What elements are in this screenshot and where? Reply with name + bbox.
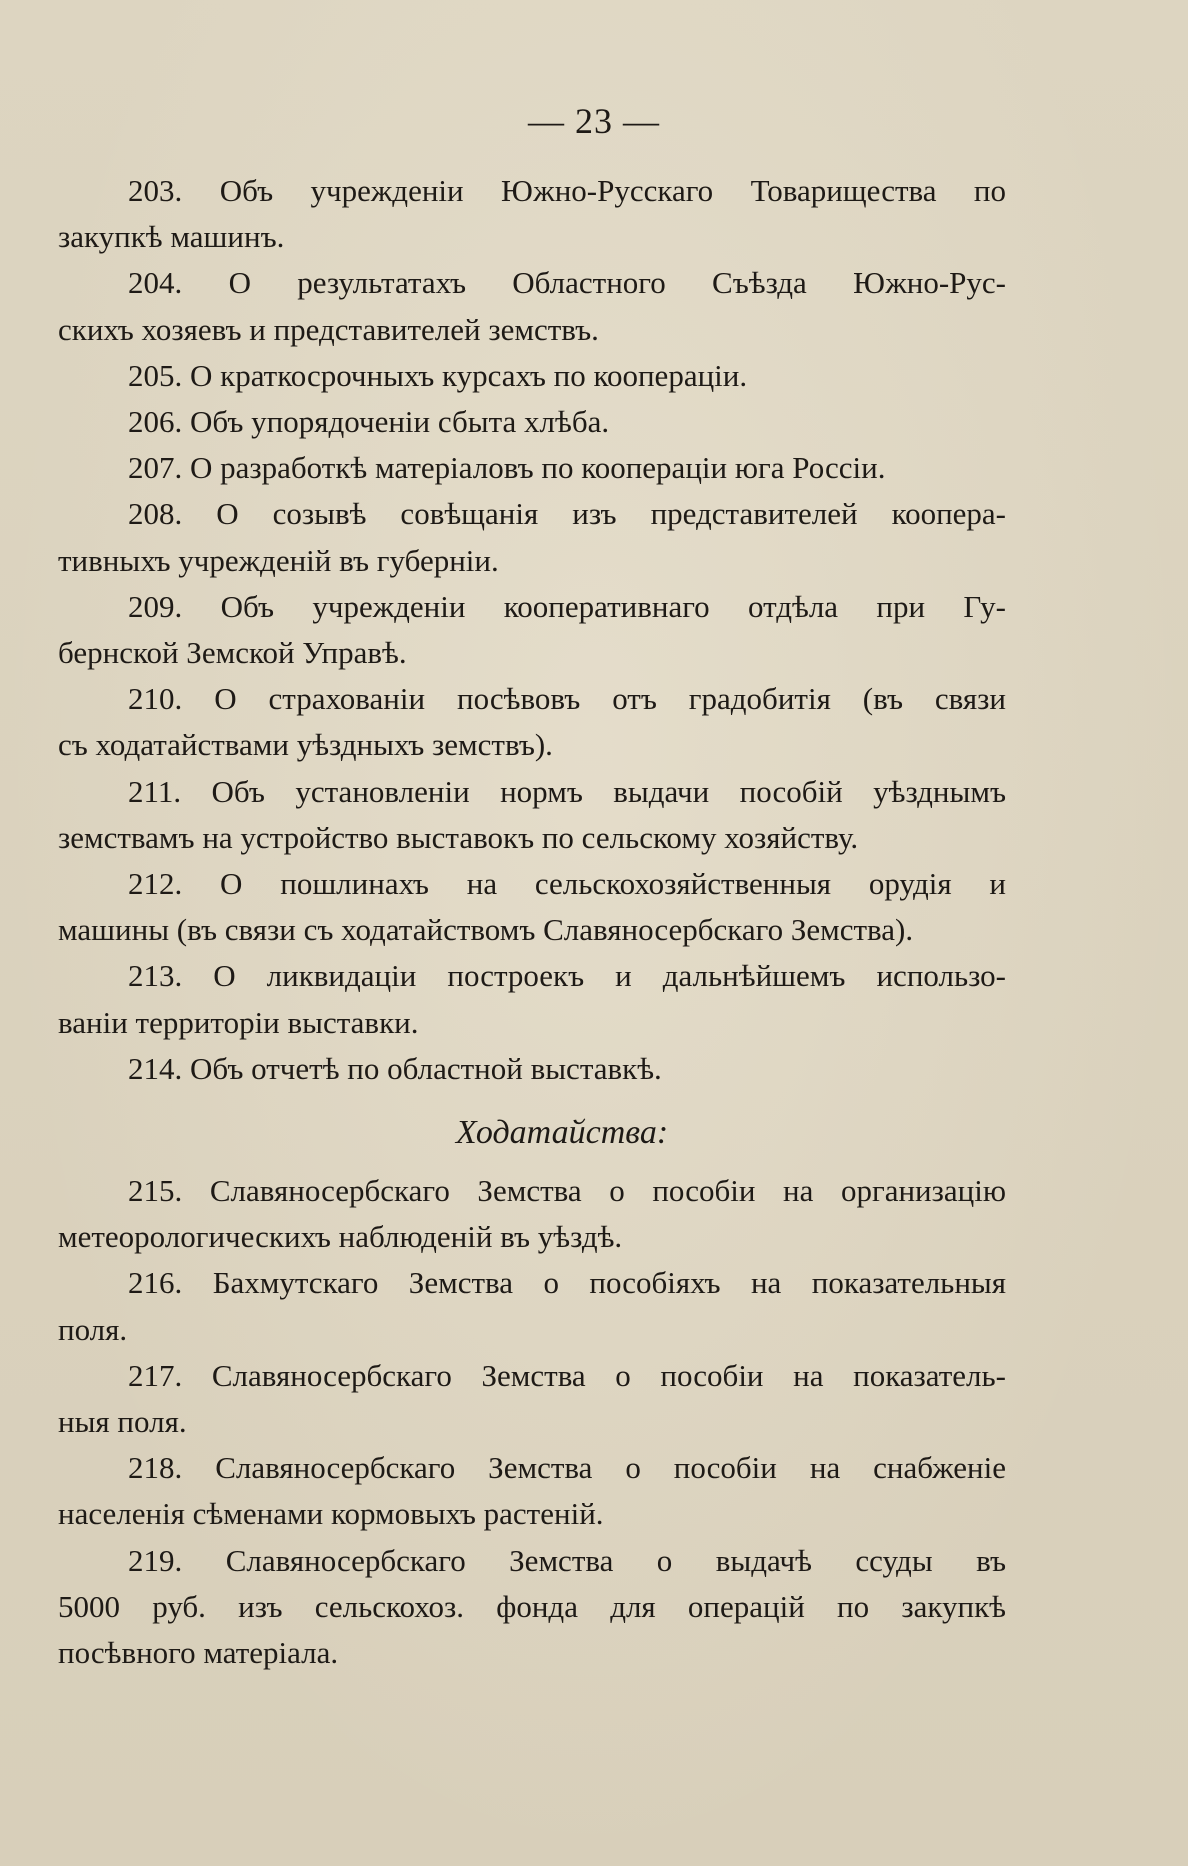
petition-items	[58, 1168, 1006, 1676]
list-item-first-line	[58, 353, 1006, 399]
list-item-first-line	[58, 861, 1006, 907]
list-item-text: Объ упорядоченіи сбыта хлѣба.	[190, 404, 610, 440]
list-item	[58, 491, 1006, 583]
list-item-text: Бахмутскаго Земства о пособіяхъ на показательныя	[212, 1265, 1006, 1301]
list-item-number: 209.	[128, 588, 183, 624]
list-item-continuation: ваніи территоріи выставки.	[58, 1004, 419, 1040]
list-item-first-line	[58, 260, 1006, 306]
list-item-first-line	[58, 1046, 1006, 1092]
list-item-number: 216.	[128, 1265, 183, 1301]
list-item	[58, 953, 1006, 1045]
list-item-number: 212.	[128, 866, 183, 902]
list-item	[58, 769, 1006, 861]
list-item	[58, 676, 1006, 768]
list-item	[58, 399, 1006, 445]
list-item	[58, 445, 1006, 491]
list-item-text: О результатахъ Областного Съѣзда Южно-Рус-	[228, 265, 1006, 301]
list-item-text: О краткосрочныхъ курсахъ по коопераціи.	[190, 357, 748, 393]
list-item-continuation: поля.	[58, 1311, 128, 1347]
list-item-number: 213.	[128, 958, 183, 994]
list-item-continuation: 5000 руб. изъ сельскохоз. фонда для операцій по закупкѣ	[58, 1588, 1006, 1624]
agenda-list	[58, 168, 1006, 1676]
list-item-first-line	[58, 769, 1006, 815]
list-item	[58, 861, 1006, 953]
list-item-number: 211.	[128, 773, 182, 809]
list-item-text: Славяносербскаго Земства о пособіи на организацію	[209, 1173, 1006, 1209]
list-item-text: Объ отчетѣ по областной выставкѣ.	[190, 1050, 662, 1086]
list-item-first-line	[58, 1445, 1006, 1491]
list-item-first-line	[58, 1353, 1006, 1399]
list-item-text: О страхованіи посѣвовъ отъ градобитія (въ связи	[214, 681, 1007, 717]
list-item-continuation: машины (въ связи съ ходатайствомъ Славяносербскаго Земства).	[58, 912, 914, 948]
page-number: — 23 —	[528, 101, 660, 141]
list-item	[58, 1168, 1006, 1260]
list-item-number: 210.	[128, 681, 183, 717]
list-item-first-line	[58, 1168, 1006, 1214]
list-item-continuation: населенія сѣменами кормовыхъ растеній.	[58, 1496, 604, 1532]
list-item-number: 203.	[128, 173, 183, 208]
list-item-continuation: закупкѣ машинъ.	[58, 219, 285, 255]
list-item	[58, 1260, 1006, 1352]
list-item-first-line	[58, 399, 1006, 445]
list-item-text: О пошлинахъ на сельскохозяйственныя орудія и	[220, 866, 1006, 902]
list-item	[58, 1353, 1006, 1445]
list-item-continuation: скихъ хозяевъ и представителей земствъ.	[58, 311, 599, 347]
list-item-continuation: съ ходатайствами уѣздныхъ земствъ).	[58, 727, 553, 763]
list-item-first-line	[58, 953, 1006, 999]
list-item-text: О ликвидаціи построекъ и дальнѣйшемъ использо-	[213, 958, 1006, 994]
list-item-number: 206.	[128, 404, 183, 440]
list-item-first-line	[58, 584, 1006, 630]
list-item-text: Славяносербскаго Земства о пособіи на снабженіе	[215, 1450, 1007, 1486]
list-item	[58, 1046, 1006, 1092]
list-item-number: 218.	[128, 1450, 183, 1486]
list-item-first-line	[58, 168, 1006, 214]
list-item-number: 208.	[128, 496, 183, 532]
list-item-number: 215.	[128, 1173, 183, 1209]
list-item-number: 207.	[128, 450, 183, 486]
list-item-continuation: бернской Земской Управѣ.	[58, 635, 407, 671]
list-item-text: О разработкѣ матеріаловъ по коопераціи юга Россіи.	[190, 450, 886, 486]
list-item-first-line	[58, 1538, 1006, 1584]
list-item-first-line	[58, 445, 1006, 491]
list-item-text: Объ установленіи нормъ выдачи пособій уѣзднымъ	[211, 773, 1006, 809]
list-item	[58, 260, 1006, 352]
list-item-number: 204.	[128, 265, 183, 301]
list-item-continuation: земствамъ на устройство выставокъ по сельскому хозяйству.	[58, 819, 859, 855]
list-item-number: 219.	[128, 1542, 183, 1578]
list-item-continuation: ныя поля.	[58, 1404, 187, 1440]
list-item	[58, 168, 1006, 260]
list-item-number: 217.	[128, 1357, 183, 1393]
list-item-text: О созывѣ совѣщанія изъ представителей коопера-	[216, 496, 1006, 532]
list-item-continuation: посѣвного матеріала.	[58, 1635, 339, 1671]
list-item-number: 214.	[128, 1050, 183, 1086]
list-item-text: Объ учрежденіи кооперативнаго отдѣла при Гу-	[220, 588, 1006, 624]
list-item-text: Славяносербскаго Земства о пособіи на показатель-	[211, 1357, 1006, 1393]
list-item-text: Славяносербскаго Земства о выдачѣ ссуды въ	[225, 1542, 1007, 1578]
list-item-first-line	[58, 1260, 1006, 1306]
list-item-number: 205.	[128, 357, 183, 393]
section-heading-petitions: Ходатайства:	[455, 1114, 669, 1152]
list-item	[58, 584, 1006, 676]
list-item-continuation: тивныхъ учрежденій въ губерніи.	[58, 542, 499, 578]
list-item-first-line	[58, 491, 1006, 537]
list-item-text: Объ учрежденіи Южно-Русскаго Товарищества по	[219, 173, 1007, 208]
list-item	[58, 1445, 1006, 1537]
agenda-items	[58, 168, 1006, 1092]
list-item	[58, 1538, 1006, 1677]
list-item	[58, 353, 1006, 399]
list-item-continuation: метеорологическихъ наблюденій въ уѣздѣ.	[58, 1219, 623, 1255]
list-item-first-line	[58, 676, 1006, 722]
